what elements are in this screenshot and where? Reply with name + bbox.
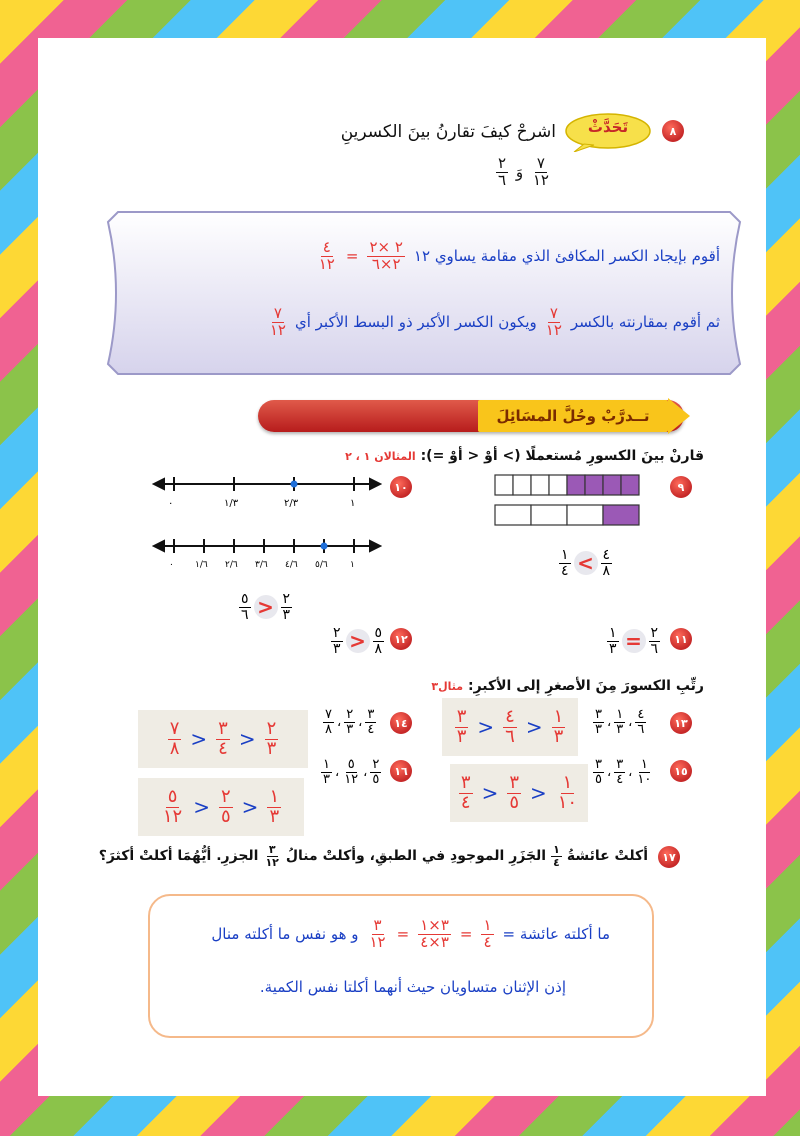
ex12-sign: > (346, 629, 370, 653)
section-title: تــدرَّبْ وحُلَّ المسَائِلَ (478, 400, 668, 432)
ex10-answer: $\frac{٥}{٦}$ > $\frac{٢}{٣}$ (241, 591, 291, 623)
ex13-answer-box: $\frac{٣}{٣}$ > $\frac{٤}{٦}$ > $\frac{١}{٣}$ (442, 698, 578, 756)
q8-frac-b: $\frac{٢}{٦}$ (498, 154, 507, 189)
question-number-10: ١٠ (390, 476, 412, 498)
ex10-point-bottom (321, 543, 328, 550)
q8-conj: وَ (515, 162, 524, 181)
answer-8-box (104, 208, 744, 378)
instruction-compare: قارنْ بينَ الكسورِ مُستعملًا (> أوْ < أوْ =): المثالان ١ ، ٢ (345, 448, 704, 464)
q8-fractions (493, 156, 554, 189)
answer-17-box (148, 894, 654, 1038)
q8-frac-a: $\frac{٧}{١٢}$ (532, 154, 549, 189)
ex9-sign: < (574, 551, 598, 575)
ex13-prompt: $\frac{٤}{٦}$ ، $\frac{١}{٣}$ ، $\frac{٣}{٣}$ (595, 707, 645, 737)
ex14-answer-box: $\frac{٧}{٨}$ > $\frac{٣}{٤}$ > $\frac{٢}{٣}$ (138, 710, 308, 768)
answer-17-line2: إذن الإثنان متساويان حيث أنهما أكلتا نفس الكمية. (259, 978, 566, 996)
ex10-point-top (291, 481, 298, 488)
ex11-sign: = (622, 629, 646, 653)
answer-8-line1: أقوم بإيجاد الكسر المكافئ الذي مقامة يساوي ١٢ $\frac{٢ \times ٢}{٢\times ٦}$ = $\frac{٤}{١٢}$ (318, 238, 720, 273)
answer-17-line1: ما أكلته عائشة = $\frac{١}{٤}$ = $\frac{٣\times ١}{٣\times ٤}$ = $\frac{٣}{١٢}$ و هو نفس ما أكلته منال (211, 916, 610, 951)
ex15-prompt: $\frac{١}{١٠}$ ، $\frac{٣}{٤}$ ، $\frac{٣}{٥}$ (595, 757, 652, 787)
answer-8-line2: ثم أقوم بمقارنته بالكسر $\frac{٧}{١٢}$ ويكون الكسر الأكبر ذو البسط الأكبر أي $\frac{٧}{١٢}$ (269, 304, 720, 339)
ex12-answer: $\frac{٢}{٣}$ > $\frac{٥}{٨}$ (333, 625, 383, 657)
question-number-16: ١٦ (390, 760, 412, 782)
ex16-prompt: $\frac{٢}{٥}$ ، $\frac{٥}{١٢}$ ، $\frac{١}{٣}$ (323, 757, 380, 787)
worksheet-page (38, 38, 766, 1096)
ex9-fraction-bars (494, 474, 646, 530)
ex11-answer: $\frac{١}{٣}$ = $\frac{٢}{٦}$ (609, 625, 659, 657)
ex10-line1-labels: ٠ ١/٣ ٢/٣ ١ (168, 498, 356, 509)
ex15-answer-box: $\frac{٣}{٤}$ > $\frac{٣}{٥}$ > $\frac{١}{١٠}$ (450, 764, 588, 822)
question-number-14: ١٤ (390, 712, 412, 734)
question-number-13: ١٣ (670, 712, 692, 734)
question-number-12: ١٢ (390, 628, 412, 650)
ex14-prompt: $\frac{٣}{٤}$ ، $\frac{٢}{٣}$ ، $\frac{٧}{٨}$ (325, 707, 375, 737)
question-number-17: ١٧ (658, 846, 680, 868)
ex10-sign: > (254, 595, 278, 619)
instruction-order: رتِّبِ الكسورَ مِنَ الأصغرِ إلى الأكبرِ: مثال٣ (431, 678, 704, 694)
question-number-8: ٨ (662, 120, 684, 142)
question-number-9: ٩ (670, 476, 692, 498)
ex10-line2-labels: ٠ ١/٦ ٢/٦ ٣/٦ ٤/٦ ٥/٦ ١ (169, 560, 355, 570)
ex16-answer-box: $\frac{٥}{١٢}$ > $\frac{٢}{٥}$ > $\frac{١}{٣}$ (138, 778, 304, 836)
ex17-prompt: أكلتْ عائشةُ $\frac{١}{٤}$ الجَزَرِ الموجودِ في الطبقِ، وأكلتْ منالُ $\frac{٣}{١٢}$ الجزرِ. أيُّهُمَا أكلتْ أكثرَ؟ (98, 843, 648, 869)
q8-prompt: اشرحْ كيفَ تقارنُ بينَ الكسرينِ (340, 122, 556, 142)
question-number-11: ١١ (670, 628, 692, 650)
talk-badge (564, 112, 652, 152)
banner-arrow-icon (668, 398, 690, 434)
talk-label: تَحَدَّثْ (587, 118, 629, 136)
ex9-answer: $\frac{١}{٤}$ < $\frac{٤}{٨}$ (561, 547, 611, 579)
question-number-15: ١٥ (670, 760, 692, 782)
